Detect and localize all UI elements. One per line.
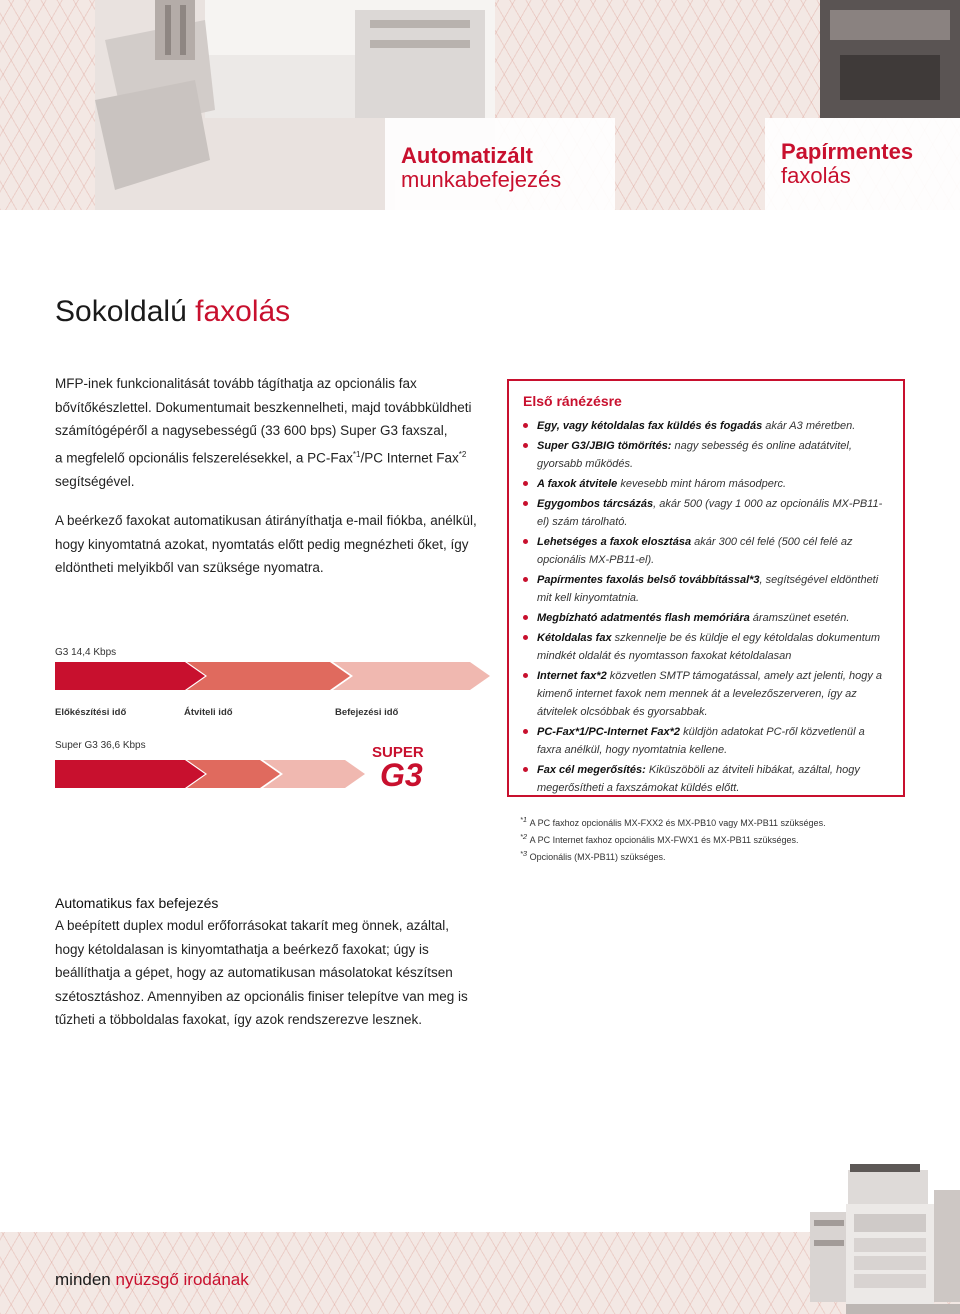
super-g3-speed-label: Super G3 36,6 Kbps xyxy=(55,740,146,751)
list-item xyxy=(523,609,891,627)
footnote-mark: *3 xyxy=(520,849,528,858)
prep-time-label: Előkészítési idő xyxy=(55,707,127,718)
footnote-text: A PC faxhoz opcionális MX-FXX2 és MX-PB10 vagy MX-PB11 szükséges. xyxy=(529,818,826,828)
intro-line xyxy=(55,443,485,470)
item-text: Kiküszöböli az átviteli hibákat, azáltal, hogy megerősítheti a faxszámokat küldés előtt. xyxy=(537,764,860,794)
footnote-mark: *2 xyxy=(520,832,528,841)
item-text: akár 300 cél felé (500 cél felé az opcionális MX-PB11-el). xyxy=(537,536,853,566)
finishing-line: beállíthatja a gépet, hogy az automatikusan másolatokat készítsen xyxy=(55,965,453,980)
g3-speed-label: G3 14,4 Kbps xyxy=(55,647,117,658)
banner-left-title-strong: Automatizált xyxy=(401,143,533,168)
list-item xyxy=(523,629,891,665)
sg3-prep-arrow xyxy=(55,760,205,788)
g3-prep-arrow xyxy=(55,662,205,690)
fax-finishing-section xyxy=(55,892,495,1032)
footer-tagline-part1: minden xyxy=(55,1270,116,1289)
item-bold: Internet fax*2 xyxy=(537,670,607,682)
list-item xyxy=(523,475,891,493)
finishing-line: A beépített duplex modul erőforrásokat takarít meg önnek, azáltal, xyxy=(55,918,449,933)
banner-right-block xyxy=(765,118,960,210)
footnote-ref: *2 xyxy=(458,449,467,459)
intro-paragraph-1 xyxy=(55,372,485,493)
page-title xyxy=(55,294,290,330)
item-bold: Lehetséges a faxok elosztása xyxy=(537,536,692,548)
intro-line: hogy kinyomtatná azokat, nyomtatás előtt pedig megnézheti őket, így xyxy=(55,536,469,552)
item-bold: Egygombos tárcsázás xyxy=(537,498,654,510)
finishing-line: hogy kétoldalasan is kinyomtathatja a beérkező faxokat; úgy is xyxy=(55,941,429,957)
machine-detail-image xyxy=(820,0,960,118)
footnote-text: Opcionális (MX-PB11) szükséges. xyxy=(529,852,666,862)
item-text: áramszünet esetén. xyxy=(749,612,850,624)
page-title-part2: faxolás xyxy=(195,295,291,328)
list-item xyxy=(523,571,891,607)
footer-tagline xyxy=(55,1270,249,1290)
g3-finish-arrow xyxy=(333,662,490,690)
footnotes xyxy=(520,813,920,864)
item-text: közvetlen SMTP támogatással, amely azt jelenti, hogy a kimenő internet faxok nem mennek át a levelezőszerveren, így az átvitelek olcsóbbak és gyorsabbak. xyxy=(537,670,883,718)
footnote xyxy=(520,830,920,847)
top-banner xyxy=(0,0,960,210)
item-bold: Fax cél megerősítés: xyxy=(537,764,646,776)
list-item xyxy=(523,437,891,473)
item-bold: Egy, vagy kétoldalas fax küldés és fogadás xyxy=(537,420,763,432)
item-text: , segítségével eldöntheti mit kell kinyomtatnia. xyxy=(537,574,879,604)
super-g3-logo-top: SUPER xyxy=(372,744,424,761)
footnote-mark: *1 xyxy=(520,815,528,824)
footer-tagline-part2: nyüzsgő irodának xyxy=(115,1270,249,1289)
banner-right-title-light: faxolás xyxy=(781,163,851,188)
g3-transmit-arrow xyxy=(187,662,350,690)
finishing-line: tűzheti a többoldalas faxokat, így azok rendszerezve lesznek. xyxy=(55,1012,422,1027)
page-title-part1: Sokoldalú xyxy=(55,295,196,328)
banner-right-title-strong: Papírmentes xyxy=(781,139,914,164)
list-item xyxy=(523,495,891,531)
footnote xyxy=(520,847,920,864)
finishing-line: szétosztáshoz. Amennyiben az opcionális finiser telepítve van meg is xyxy=(55,988,468,1004)
item-bold: Megbízható adatmentés flash memóriára xyxy=(537,612,750,624)
intro-line: bővítőkészlettel. Dokumentumait beszkennelheti, majd továbbküldheti xyxy=(55,399,472,415)
item-bold: Papírmentes faxolás belső továbbítással*3 xyxy=(537,574,760,586)
item-text: kevesebb mint három másodperc. xyxy=(617,478,787,490)
item-bold: Super G3/JBIG tömörítés: xyxy=(537,440,672,452)
list-item xyxy=(523,417,891,435)
banner-left-block xyxy=(385,118,615,210)
footnote-ref: *1 xyxy=(352,449,361,459)
item-text: nagy sebesség és online adatátvitel, gyorsabb működés. xyxy=(537,440,852,470)
transmit-time-label: Átviteli idő xyxy=(184,707,233,718)
intro-line: A beérkező faxokat automatikusan átirányíthatja e-mail fiókba, anélkül, xyxy=(55,513,477,528)
intro-line: számítógépéről a nagysebességű (33 600 bps) Super G3 faxszal, xyxy=(55,423,448,438)
mfp-product-image xyxy=(810,1150,960,1314)
item-bold: Kétoldalas fax xyxy=(537,632,612,644)
intro-line: eldöntheti melyikből van szüksége nyomatra. xyxy=(55,560,324,575)
item-text: küldjön adatokat PC-ről közvetlenül a faxra anélkül, hogy nyomtatnia kellene. xyxy=(537,726,865,756)
footnote-text: A PC Internet faxhoz opcionális MX-FWX1 és MX-PB11 szükséges. xyxy=(529,835,799,845)
at-a-glance-title: Első ránézésre xyxy=(523,393,622,409)
intro-line: segítségével. xyxy=(55,473,135,489)
finish-time-label: Befejezési idő xyxy=(335,707,399,718)
list-item xyxy=(523,667,891,721)
super-g3-logo-bottom: G3 xyxy=(380,757,423,793)
list-item xyxy=(523,761,891,797)
at-a-glance-list xyxy=(523,417,891,797)
list-item xyxy=(523,723,891,759)
item-text: szkennelje be és küldje el egy kétoldalas dokumentum mindkét oldalát és nyomtasson faxokat kétoldalasan xyxy=(537,632,881,662)
intro-line-segment: /PC Internet Fax xyxy=(360,450,459,465)
intro-paragraph-2 xyxy=(55,509,495,580)
footnote xyxy=(520,813,920,830)
intro-line-segment: a megfelelő opcionális felszerelésekkel, a PC-Fax xyxy=(55,450,353,465)
list-item xyxy=(523,533,891,569)
item-bold: A faxok átvitele xyxy=(537,478,618,490)
super-g3-logo xyxy=(372,744,434,793)
fax-finishing-title: Automatikus fax befejezés xyxy=(55,895,219,911)
at-a-glance-box xyxy=(507,379,905,797)
item-text: akár A3 méretben. xyxy=(762,420,856,432)
item-bold: PC-Fax*1/PC-Internet Fax*2 xyxy=(537,726,681,738)
item-text: , akár 500 (vagy 1 000 az opcionális MX-PB11-el) szám tárolható. xyxy=(537,498,883,528)
intro-line: MFP-inek funkcionalitását tovább tágíthatja az opcionális fax xyxy=(55,376,417,391)
banner-left-title-light: munkabefejezés xyxy=(401,167,562,192)
